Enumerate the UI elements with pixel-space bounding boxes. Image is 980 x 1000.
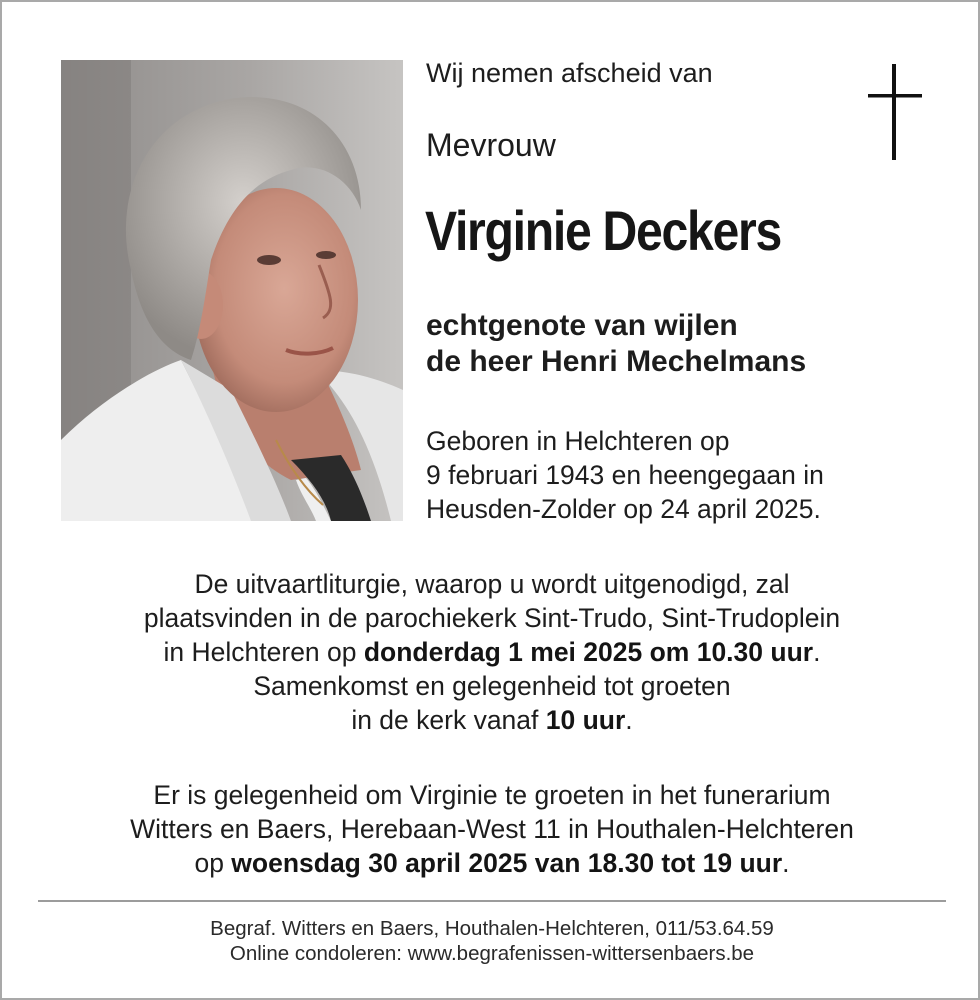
birth-line: 9 februari 1943 en heengegaan in bbox=[426, 460, 824, 490]
funeral-liturgy-info bbox=[32, 567, 952, 737]
liturgy-text: . bbox=[813, 637, 821, 667]
spouse-info bbox=[426, 308, 806, 380]
liturgy-line bbox=[32, 703, 952, 737]
birth-line: Heusden-Zolder op 24 april 2025. bbox=[426, 494, 821, 524]
liturgy-line: De uitvaartliturgie, waarop u wordt uitgenodigd, zal bbox=[194, 569, 790, 599]
liturgy-text: in de kerk vanaf bbox=[351, 705, 546, 735]
spouse-line: de heer Henri Mechelmans bbox=[426, 345, 807, 378]
intro-text: Wij nemen afscheid van bbox=[426, 58, 713, 88]
visitation-text: op bbox=[194, 848, 232, 878]
cross-icon bbox=[866, 64, 924, 160]
birth-line: Geboren in Helchteren op bbox=[426, 426, 730, 456]
visitation-line bbox=[32, 846, 952, 880]
visitation-text: . bbox=[782, 848, 790, 878]
visitation-line: Witters en Baers, Herebaan-West 11 in Houthalen-Helchteren bbox=[130, 814, 854, 844]
visitation-line: Er is gelegenheid om Virginie te groeten in het funerarium bbox=[153, 780, 831, 810]
birth-death-info bbox=[426, 424, 824, 526]
portrait-photo bbox=[61, 60, 403, 521]
liturgy-line bbox=[32, 635, 952, 669]
visitation-info bbox=[32, 778, 952, 880]
gathering-time: 10 uur bbox=[545, 705, 626, 735]
spouse-line: echtgenote van wijlen bbox=[426, 309, 738, 342]
deceased-name: Virginie Deckers bbox=[425, 199, 781, 262]
condolence-website: Online condoleren: www.begrafenissen-wittersenbaers.be bbox=[229, 942, 755, 965]
liturgy-text: . bbox=[625, 705, 633, 735]
portrait-image bbox=[61, 60, 403, 521]
visitation-date: woensdag 30 april 2025 van 18.30 tot 19 uur bbox=[231, 848, 783, 878]
liturgy-text: in Helchteren op bbox=[163, 637, 364, 667]
funeral-home-contact: Begraf. Witters en Baers, Houthalen-Helchteren, 011/53.64.59 bbox=[210, 917, 774, 940]
liturgy-date: donderdag 1 mei 2025 om 10.30 uur bbox=[363, 637, 814, 667]
liturgy-line: Samenkomst en gelegenheid tot groeten bbox=[253, 671, 731, 701]
honorific: Mevrouw bbox=[426, 127, 556, 163]
funeral-home-footer bbox=[32, 916, 952, 966]
liturgy-line: plaatsvinden in de parochiekerk Sint-Trudo, Sint-Trudoplein bbox=[143, 603, 841, 633]
divider bbox=[38, 900, 946, 902]
